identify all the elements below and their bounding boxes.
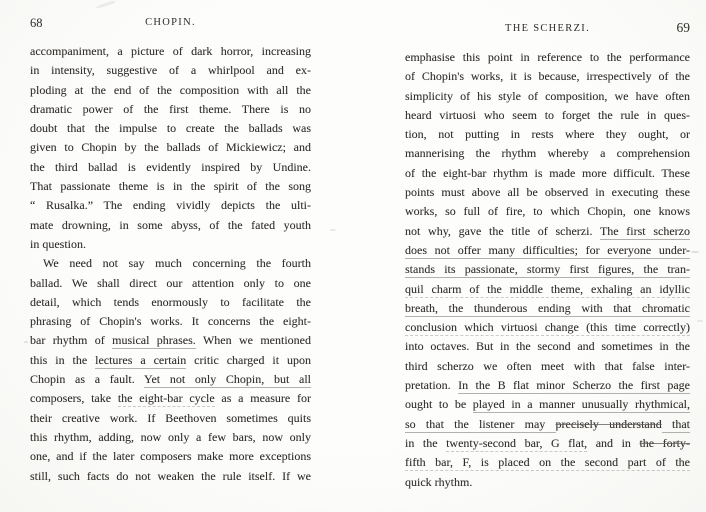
text-line: their creative work. If Beethoven sometimes quits [30,410,311,425]
scan-smudge [24,341,28,343]
text-line: this rhythm, adding, now only a few bars, now only [30,429,311,444]
text-line: ballad. We shall direct our attention only to one [30,275,311,290]
text-line: “ Rusalka.” The ending vividly depicts the ulti- [30,198,311,213]
page-number-left: 68 [30,16,43,30]
text-line [405,260,690,279]
text-line: given to Chopin by the ballads of Mickiewicz; and [30,140,311,155]
text-line: points must above all be observed in executing these [405,185,690,200]
running-title-left: CHOPIN. [145,17,196,28]
text-line [405,241,690,260]
text-line: third scherzo we often meet with that false inter- [405,358,690,373]
pencil-underline: lectures a certain [95,352,187,367]
page-number-right: 69 [676,20,690,35]
scan-smudge [96,0,116,9]
pencil-strikethrough: precisely understand [555,416,662,431]
text-line: works, so full of fire, to which Chopin, one knows [405,204,690,219]
pencil-underline: The first scherzo [599,223,690,238]
text-line: tion, not putting in rests where they ought, or [405,127,690,142]
text-line [405,453,690,472]
text-line: not why, gave the title of scherzi. The first scherzo [405,223,690,238]
scan-smudge [691,251,699,253]
text-line: doubt that the impulse to create the ballads was [30,121,311,136]
page-header-left [30,17,311,32]
page-header-right [405,20,690,38]
text-line [405,299,690,318]
pencil-underline: conclusion which virtuosi change (this time correctly) [405,320,690,335]
text-line: dramatic power of the first theme. There is no [30,101,311,116]
text-line: That passionate theme is in the spirit of the song [30,179,311,194]
text-line: in the twenty-second bar, G flat, and in the forty- [405,435,690,450]
scan-smudge [330,229,336,231]
text-line: detail, which tends enormously to facilitate the [30,294,311,309]
text-line: accompaniment, a picture of dark horror, increasing [30,44,311,58]
pencil-underline: Yet not only Chopin, but all [144,372,311,387]
pencil-underline: In the B flat minor Scherzo the first page [458,378,691,393]
pencil-underline: breath, the thunderous ending with that chromatic [405,300,690,315]
text-line: simplicity of his style of composition, we have often [405,88,690,103]
text-line: mannerising the rhythm whereby a comprehension [405,146,690,161]
text-line: phrasing of Chopin's works. It concerns the eight- [30,314,311,329]
text-line: still, such facts do not weaken the rule itself. If we [30,468,311,483]
text-line: in intensity, suggestive of a whirlpool and ex- [30,63,311,78]
text-line: into octaves. But in the second and sometimes in the [405,339,690,354]
pencil-underline: twenty-second bar, G flat, [446,435,588,450]
text-line: composers, take the eight-bar cycle as a measure for [30,391,311,406]
text-line: of the eight-bar rhythm is made more difficult. These [405,165,690,180]
text-line [405,318,690,337]
text-line: of Chopin's works, it is because, irrespectively of the [405,69,690,84]
pencil-underline: the eight-bar cycle [117,391,215,406]
text-line: ploding at the end of the composition with all the [30,82,311,97]
pencil-underline: does not offer many difficulties; for everyone under- [405,242,690,257]
text-line: in question. [30,236,86,251]
text-line: pretation. In the B flat minor Scherzo the first page [405,378,691,393]
running-title-right: THE SCHERZI. [504,23,590,34]
pencil-underline: quil charm of the middle theme, exhaling an idyllic [405,281,690,296]
text-line: this in the lectures a certain critic charged it upon [30,352,311,367]
text-line: the third ballad is evidently inspired by Undine. [30,159,311,174]
text-line [405,415,690,434]
page-text-left [30,42,311,486]
text-line: We need not say much concerning the fourth [43,256,311,271]
pencil-strikethrough: the forty- [639,435,690,450]
page-text-right [405,48,690,492]
pencil-underline: played in a manner unusually rhythmical, [472,397,690,412]
pencil-underline: musical phrases. [112,333,196,348]
text-line: mate drowning, in some abyss, of the fated youth [30,217,311,232]
text-line [405,280,690,299]
scan-smudge [697,320,703,322]
pencil-underline: fifth bar, F, is placed on the second part of the [405,455,690,470]
text-line: bar rhythm of musical phrases. When we mentioned [30,333,311,348]
text-line: heard virtuosi who seem to forget the rule in ques- [405,107,690,122]
text-line: quick rhythm. [405,474,473,489]
text-line: one, and if the later composers make more exceptions [30,449,311,464]
pencil-underline: stands its passionate, stormy first figures, the tran- [405,262,690,277]
text-line: Chopin as a fault. Yet not only Chopin, but all [30,372,311,387]
pencil-underline: that [661,416,691,431]
text-line: emphasise this point in reference to the performance [405,50,690,64]
pencil-underline: so that the listener may [405,416,556,431]
text-line: ought to be played in a manner unusually rhythmical, [405,397,690,412]
